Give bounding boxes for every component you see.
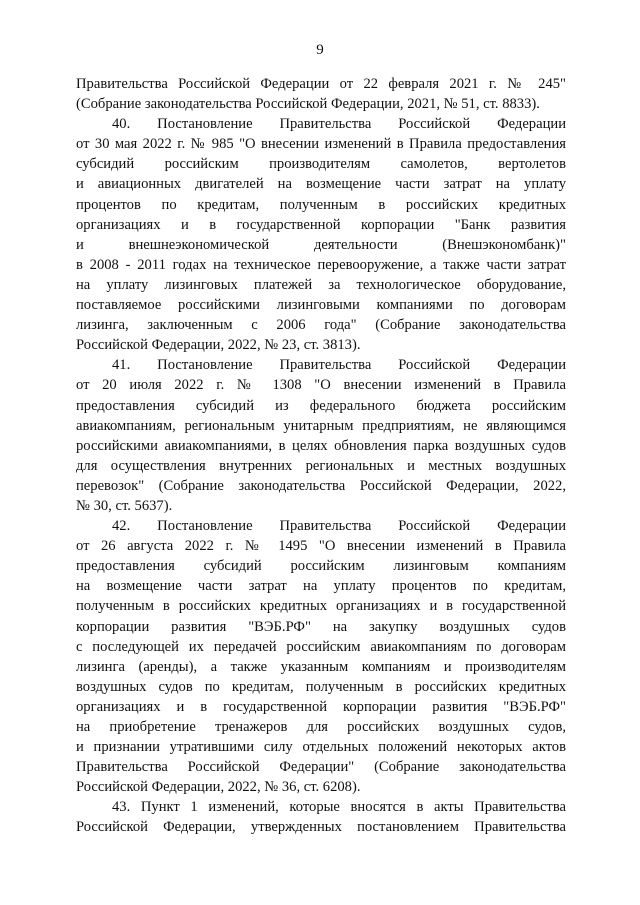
text-line: на возмещение части затрат на уплату процентов по кредитам, [76,578,566,595]
text-line: на приобретение тренажеров для российских воздушных судов, [76,719,566,735]
text-line: субсидий российским производителям самолетов, вертолетов [76,156,566,173]
text-line: 40. Постановление Правительства Российской Федерации [112,116,566,133]
text-line: перевозок" (Собрание законодательства Российской Федерации, 2022, [76,477,566,494]
text-line: корпорации развития "ВЭБ.РФ" на закупку воздушных судов [76,618,566,635]
text-line: поставляемое российскими лизинговыми компаниями по договорам [76,297,566,314]
text-line: воздушных судов по кредитам, полученным в российских кредитных [76,678,566,695]
text-line: и внешнеэкономической деятельности (Внешэкономбанк)" [76,236,566,253]
text-line: для осуществления внутренних региональных и местных воздушных [76,457,566,474]
text-line: организациях и в государственной корпорации развития "ВЭБ.РФ" [76,698,566,715]
text-line: Российской Федерации, утвержденных постановлением Правительства [76,819,566,836]
document-body [76,74,566,838]
text-line: 42. Постановление Правительства Российской Федерации [112,518,566,535]
text-line: предоставления субсидий из федерального бюджета российским [76,397,566,414]
text-line: и авиационных двигателей на возмещение части затрат на уплату [76,176,566,193]
text-line: Российской Федерации, 2022, № 23, ст. 3813). [76,337,361,354]
text-line: от 20 июля 2022 г. № 1308 "О внесении изменений в Правила [76,377,566,394]
text-line: предоставления субсидий российским лизинговым компаниям [76,558,566,575]
text-line: организациях и в государственной корпорации "Банк развития [76,216,566,233]
text-line: с последующей их передачей российским авиакомпаниям по договорам [76,638,566,655]
text-line: лизинга (аренды), а также указанным компаниям и производителям [76,658,566,675]
text-line: Российской Федерации, 2022, № 36, ст. 6208). [76,779,361,796]
text-line: № 30, ст. 5637). [76,497,173,514]
text-line: 43. Пункт 1 изменений, которые вносятся в акты Правительства [112,799,566,816]
text-line: в 2008 - 2011 годах на техническое перевооружение, а также части затрат [76,256,566,273]
text-line: на уплату лизинговых платежей за технологическое оборудование, [76,276,566,293]
text-line: Правительства Российской Федерации от 22 февраля 2021 г. № 245" [76,76,566,92]
text-line: Правительства Российской Федерации" (Собрание законодательства [76,759,566,776]
text-line: процентов по кредитам, полученным в российских кредитных [76,196,566,213]
text-line: 41. Постановление Правительства Российской Федерации [112,357,566,374]
text-line: и признании утратившими силу отдельных положений некоторых актов [76,739,566,756]
text-line: авиакомпаниям, региональным унитарным предприятиям, не являющимся [76,417,566,434]
text-line: российскими авиакомпаниями, в целях обновления парка воздушных судов [76,437,566,454]
text-line: полученным в российских кредитных организациях и в государственной [76,598,566,615]
text-line: лизинга, заключенным с 2006 года" (Собрание законодательства [76,317,566,334]
page-number: 9 [316,42,324,58]
text-line: от 30 мая 2022 г. № 985 "О внесении изменений в Правила предоставления [76,136,566,153]
text-line: от 26 августа 2022 г. № 1495 "О внесении изменений в Правила [76,538,566,555]
text-line: (Собрание законодательства Российской Федерации, 2021, № 51, ст. 8833). [76,96,540,113]
